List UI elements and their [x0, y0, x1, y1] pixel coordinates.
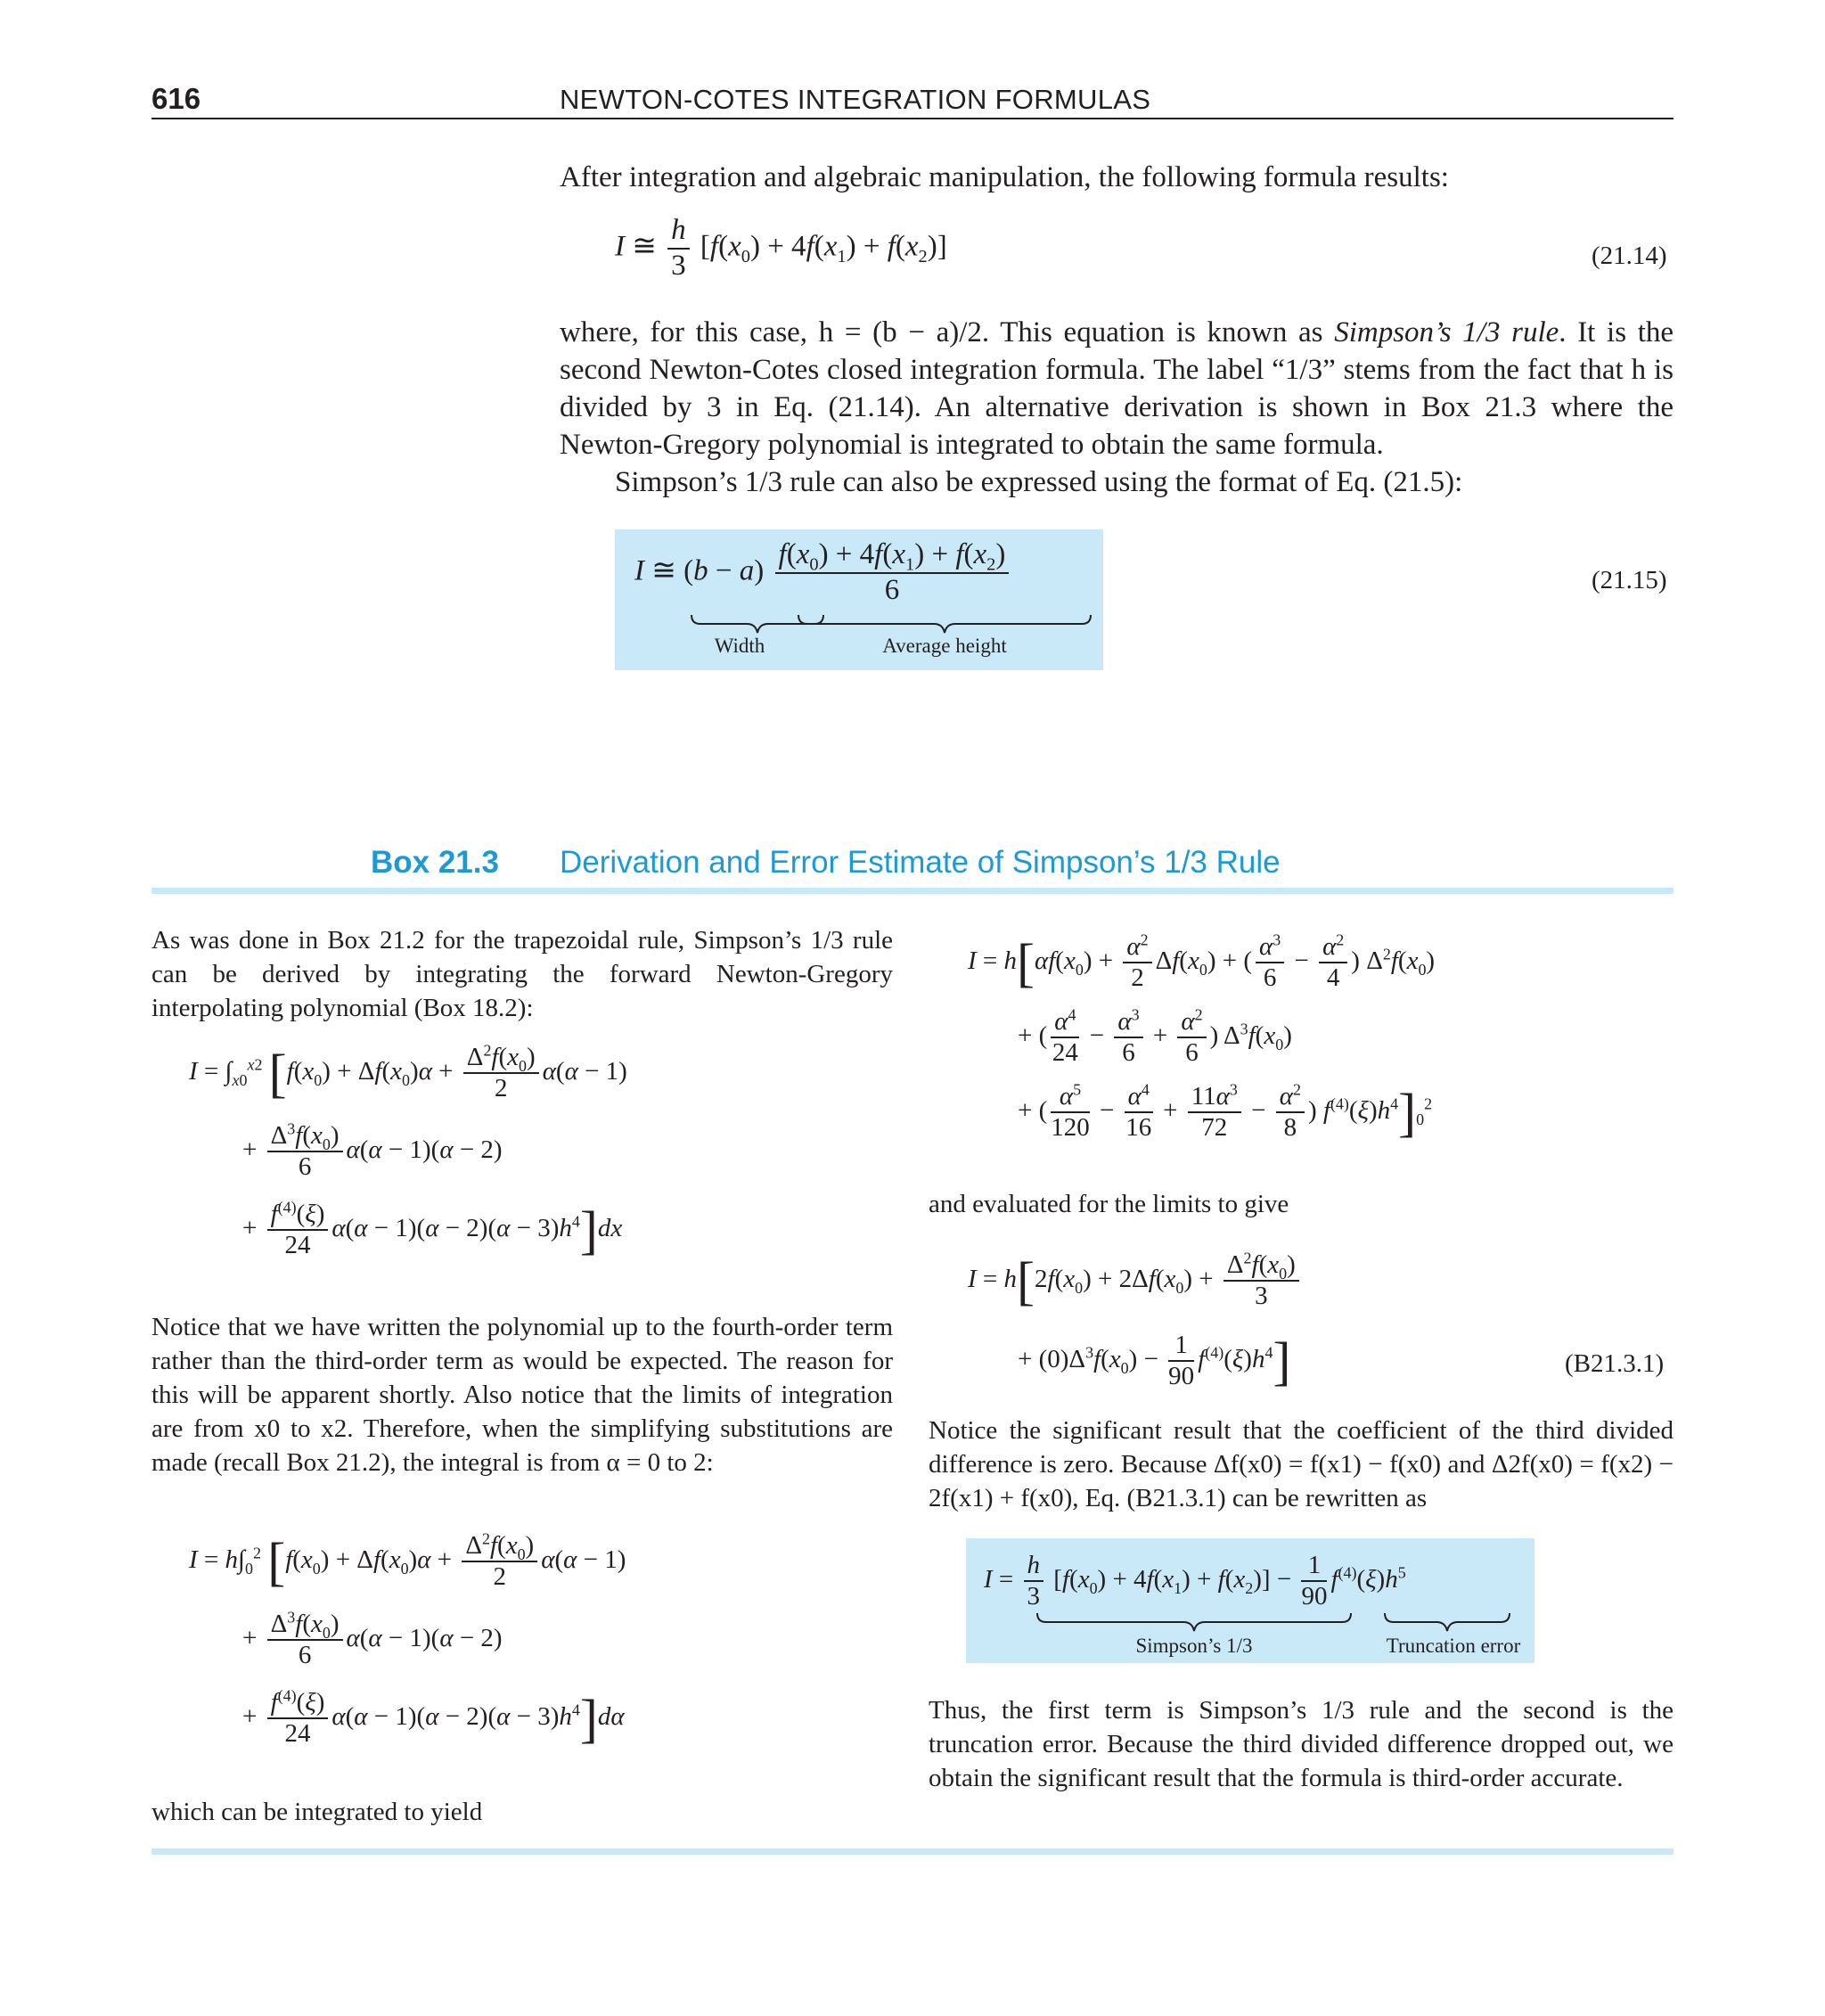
underbraces-final — [1034, 1611, 1533, 1633]
intro-paragraph-2 — [560, 314, 1674, 463]
brace-label-truncation: Truncation error — [1386, 1635, 1521, 1657]
equation-b21-3-1: $I = h[2f(x_0) + 2\Delta f(x_0)$ + $\frac{\Delta^2f(x_0)}{3}$ + $(0)\Delta^3f(x_0)$ − $\frac{1}{90}$ $f^{(4)}(\xi)h^4$] — [968, 1239, 1303, 1399]
box-label: Box 21.3 — [371, 845, 499, 880]
running-title: NEWTON-COTES INTEGRATION FORMULAS — [560, 84, 1151, 115]
equation-number-21-14: (21.14) — [1592, 242, 1667, 270]
box-top-rule — [151, 888, 1674, 894]
brace-label-average-height: Average height — [882, 635, 1007, 657]
intro-paragraph-2-b: . It is the second Newton-Cotes closed integration formula. The label “1/3” stems from the fact that h is divided by 3 in Eq. (21.14). An alternative derivation is shown in Box 21.3 where the Newton-Gregory polynomial is integrated to obtain the same formula. — [560, 316, 1674, 461]
box-right-paragraph-3: Thus, the first term is Simpson’s 1/3 rule and the second is the truncation error. Because the third divided difference dropped out, we obtain the significant result that the formula is third-order accurate. — [929, 1696, 1674, 1792]
intro-paragraph-3: Simpson’s 1/3 rule can also be expressed using the format of Eq. (21.5): — [615, 466, 1463, 498]
page-number: 616 — [151, 82, 201, 115]
equation-21-15: I ≅ (b − a) $\frac{f(x_0) + 4f(x_1) + f(x_2)}{6}$ — [634, 538, 1012, 608]
equation-number-b21-3-1: (B21.3.1) — [1565, 1349, 1665, 1378]
equation-final: I = $\frac{h}{3}$ $[f(x_0) + 4f(x_1) + f(x_2)]$ − $\frac{1}{90}$ $f^{(4)}(\xi)h^5$ — [984, 1551, 1406, 1611]
intro-paragraph-1: After integration and algebraic manipulation, the following formula results: — [560, 161, 1449, 193]
equation-number-21-15: (21.15) — [1592, 566, 1667, 594]
equation-21-14: I ≅ $\frac{h}{3}$ $[f(x_0) + 4f(x_1) + f(x_2)]$ — [615, 214, 947, 282]
box-title: Derivation and Error Estimate of Simpson’s 1/3 Rule — [560, 845, 1281, 880]
box-left-paragraph-3: which can be integrated to yield — [151, 1798, 483, 1826]
box-bottom-rule — [151, 1848, 1674, 1855]
underbraces-21-15 — [686, 613, 1096, 635]
simpsons-rule-emphasis: Simpson’s 1/3 rule — [1334, 316, 1559, 348]
header-rule — [151, 118, 1674, 119]
box-left-paragraph-2: Notice that we have written the polynomial up to the fourth-order term rather than the third-order term as would be expected. The reason for this will be apparent shortly. Also notice that the limits of integration are from x0 to x2. Therefore, when the simplifying substitutions are made (recall Box 21.2), the integral is from α = 0 to 2: — [151, 1313, 893, 1477]
equation-integrated: $I = h[\alpha f(x_0)$ + $\frac{\alpha^2}{2}$ $\Delta f(x_0)$ + ( $\frac{\alpha^3}{6}$ − $\frac{\alpha^2}{4}$ ) $\Delta^2f(x_0)$ + ( $\frac{\alpha^4}{24}$ − $\frac{\alpha^3}{6}$ + $\frac{\alpha^2}{6}$ ) $\Delta^3f(x_0)$ + ( $\frac{\alpha^5}{120}$ − $\frac{\alpha^4}{16}$ + $\frac{11\alpha^3}{72}$ − $\frac{\alpha^2}{8}$ ) $f^{(4)}(\xi)h^4]_0^2$ — [968, 930, 1436, 1143]
intro-paragraph-2-a: where, for this case, h = (b − a)/2. This equation is known as — [560, 316, 1335, 348]
equation-newton-gregory-alpha: $I = h\int_0^2$ [$f(x_0) + \Delta f(x_0)\alpha$ + $\frac{\Delta^2f(x_0)}{2}$ α(α − 1) + $\frac{\Delta^3f(x_0)}{6}$ α(α − 1)(α − 2) + $\frac{f^{(4)}(\xi)}{24}$ $\alpha(\alpha - 1)(\alpha - 2)(\alpha - 3)h^4]d\alpha$ — [189, 1529, 626, 1749]
box-left-paragraph-1: As was done in Box 21.2 for the trapezoidal rule, Simpson’s 1/3 rule can be derived by integrating the forward Newton-Gregory interpolating polynomial (Box 18.2): — [151, 926, 893, 1022]
equation-newton-gregory-x: $I = \int_{x0}^{x2}$ [$f(x_0) + \Delta f(x_0)\alpha$ + $\frac{\Delta^2f(x_0)}{2}$ α(α − 1) + $\frac{\Delta^3f(x_0)}{6}$ α(α − 1)(α − 2) + $\frac{f^{(4)}(\xi)}{24}$ $\alpha(\alpha - 1)(\alpha - 2)(\alpha - 3)h^4]dx$ — [189, 1041, 627, 1260]
box-right-paragraph-1: and evaluated for the limits to give — [929, 1190, 1289, 1218]
brace-label-simpsons: Simpson’s 1/3 — [1135, 1635, 1253, 1657]
brace-label-width: Width — [714, 635, 765, 657]
box-right-paragraph-2: Notice the significant result that the coefficient of the third divided difference is zero. Because Δf(x0) = f(x1) − f(x0) and Δ2f(x0) = f(x2) − 2f(x1) + f(x0), Eq. (B21.3.1) can be rewritten as — [929, 1416, 1674, 1512]
